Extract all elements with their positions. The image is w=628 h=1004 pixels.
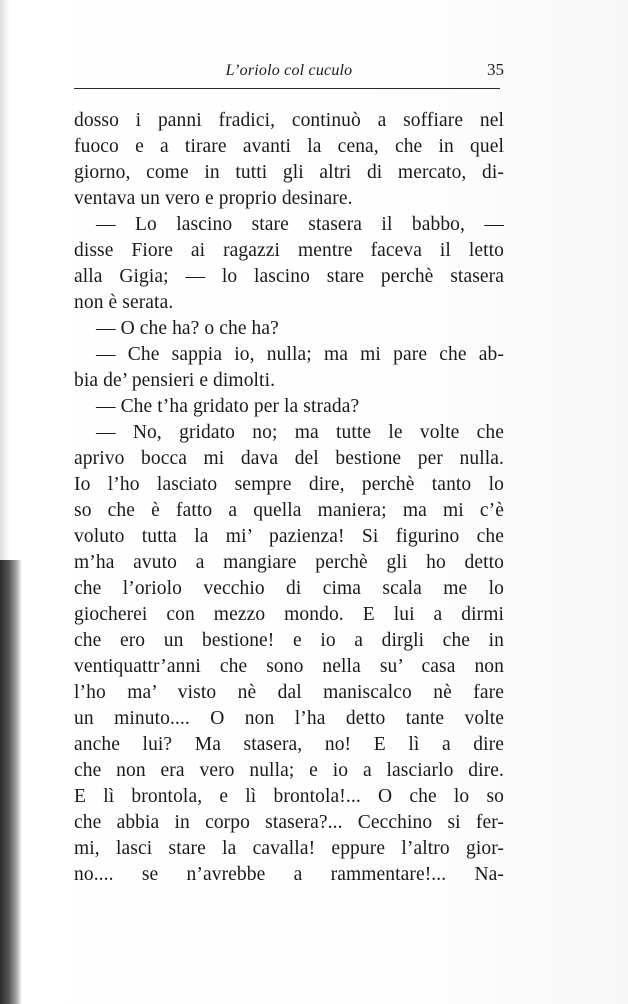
text-line: disse Fiore ai ragazzi mentre faceva il letto — [74, 240, 504, 261]
text-line: fuoco e a tirare avanti la cena, che in quel — [74, 136, 504, 157]
body-text — [74, 108, 504, 888]
text-line: anche lui? Ma stasera, no! E lì a dire — [74, 734, 504, 755]
text-line: l’ho ma’ visto nè dal maniscalco nè fare — [74, 682, 504, 703]
running-head — [74, 60, 504, 84]
binding-shadow — [0, 560, 22, 1004]
text-line: non è serata. — [74, 292, 174, 313]
text-line: — Che sappia io, nulla; ma mi pare che ab- — [96, 344, 504, 365]
text-line: ventava un vero e proprio desinare. — [74, 188, 353, 209]
text-line: voluto tutta la mi’ pazienza! Si figurino che — [74, 526, 504, 547]
text-line: alla Gigia; — lo lascino stare perchè stasera — [74, 266, 504, 287]
text-line: giorno, come in tutti gli altri di mercato, di- — [74, 162, 504, 183]
text-line: no.... se n’avrebbe a rammentare!... Na- — [74, 864, 504, 885]
page-edge-shadow — [0, 0, 10, 560]
text-line: che l’oriolo vecchio di cima scala me lo — [74, 578, 504, 599]
text-line: so che è fatto a quella maniera; ma mi c’è — [74, 500, 504, 521]
text-line: che non era vero nulla; e io a lasciarlo dire. — [74, 760, 504, 781]
text-line: giocherei con mezzo mondo. E lui a dirmi — [74, 604, 504, 625]
text-line: ventiquattr’anni che sono nella su’ casa non — [74, 656, 504, 677]
text-line: m’ha avuto a mangiare perchè gli ho detto — [74, 552, 504, 573]
text-line: — O che ha? o che ha? — [96, 318, 279, 339]
text-line: E lì brontola, e lì brontola!... O che lo so — [74, 786, 504, 807]
text-line: che abbia in corpo stasera?... Cecchino si fer- — [74, 812, 504, 833]
text-line: mi, lasci stare la cavalla! eppure l’altro gior- — [74, 838, 504, 859]
text-line: che ero un bestione! e io a dirgli che in — [74, 630, 504, 651]
text-line: aprivo bocca mi dava del bestione per nulla. — [74, 448, 504, 469]
text-line: bia de’ pensieri e dimolti. — [74, 370, 276, 391]
page-number: 35 — [487, 60, 504, 79]
header-rule — [74, 88, 500, 89]
text-line: Io l’ho lasciato sempre dire, perchè tanto lo — [74, 474, 504, 495]
text-line: un minuto.... O non l’ha detto tante volte — [74, 708, 504, 729]
text-line: — Che t’ha gridato per la strada? — [96, 396, 360, 417]
text-line: — No, gridato no; ma tutte le volte che — [96, 422, 504, 443]
text-line: dosso i panni fradici, continuò a soffiare nel — [74, 110, 504, 131]
running-title: L’oriolo col cuculo — [225, 62, 353, 79]
text-line: — Lo lascino stare stasera il babbo, — — [96, 214, 504, 235]
